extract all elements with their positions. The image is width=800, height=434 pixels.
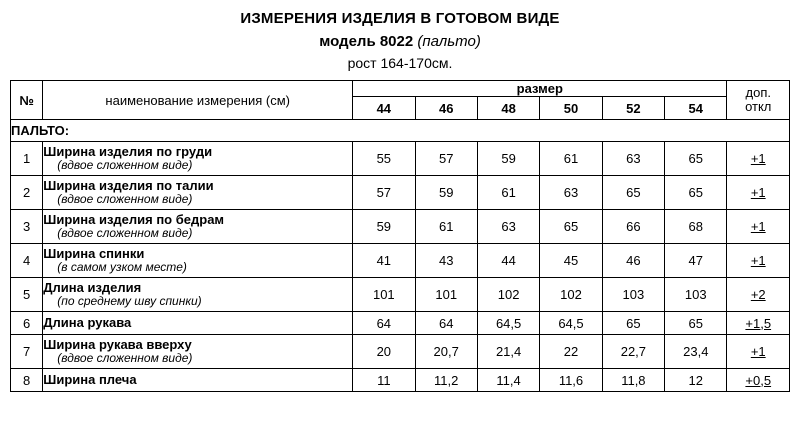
row-number: 1: [11, 142, 43, 176]
row-tolerance: +0,5: [727, 369, 790, 392]
row-name-main: Ширина спинки: [43, 245, 145, 261]
model-type: (пальто): [417, 33, 481, 50]
table-row: [11, 369, 790, 392]
page-title: ИЗМЕРЕНИЯ ИЗДЕЛИЯ В ГОТОВОМ ВИДЕ: [240, 10, 560, 27]
table-row: [11, 176, 790, 210]
row-value: 57: [415, 142, 477, 176]
row-value: 46: [602, 244, 664, 278]
row-value: 103: [665, 278, 727, 312]
row-value: 11,4: [477, 369, 539, 392]
row-name-main: Ширина изделия по талии: [43, 177, 214, 193]
row-value: 22: [540, 335, 602, 369]
size-col-48: 48: [477, 97, 539, 120]
model-line: [0, 33, 800, 50]
row-value: 11,8: [602, 369, 664, 392]
row-value: 20: [353, 335, 415, 369]
row-value: 20,7: [415, 335, 477, 369]
size-col-44: 44: [353, 97, 415, 120]
row-value: 61: [477, 176, 539, 210]
row-name-main: Ширина изделия по груди: [43, 143, 213, 159]
row-value: 63: [540, 176, 602, 210]
size-col-50: 50: [540, 97, 602, 120]
row-value: 64: [353, 312, 415, 335]
row-value: 12: [665, 369, 727, 392]
row-tolerance: +1: [727, 335, 790, 369]
row-tolerance: +1: [727, 142, 790, 176]
row-value: 61: [540, 142, 602, 176]
row-value: 59: [415, 176, 477, 210]
row-number: 8: [11, 369, 43, 392]
height-line: рост 164-170см.: [347, 55, 453, 71]
row-number: 4: [11, 244, 43, 278]
row-value: 103: [602, 278, 664, 312]
row-value: 101: [353, 278, 415, 312]
row-name-main: Длина рукава: [43, 314, 132, 330]
row-value: 61: [415, 210, 477, 244]
row-name-note: (вдвое сложенном виде): [57, 158, 193, 173]
row-value: 102: [540, 278, 602, 312]
row-value: 41: [353, 244, 415, 278]
row-value: 43: [415, 244, 477, 278]
row-name-note: (в самом узком месте): [57, 260, 187, 275]
row-tolerance: +1: [727, 210, 790, 244]
table-row: [11, 142, 790, 176]
row-value: 57: [353, 176, 415, 210]
row-name-note: (вдвое сложенном виде): [57, 351, 193, 366]
row-value: 59: [353, 210, 415, 244]
row-name: [43, 142, 353, 176]
row-name-note: (вдвое сложенном виде): [57, 192, 193, 207]
model-number: модель 8022: [319, 33, 414, 50]
table-header-row-1: [11, 81, 790, 97]
row-value: 68: [665, 210, 727, 244]
row-value: 65: [665, 142, 727, 176]
row-number: 5: [11, 278, 43, 312]
header-size-group: размер: [353, 81, 727, 97]
row-value: 102: [477, 278, 539, 312]
row-value: 44: [477, 244, 539, 278]
table-row: [11, 312, 790, 335]
header-dop-line2: откл: [745, 99, 772, 114]
header-dop: [727, 81, 790, 120]
row-tolerance: +2: [727, 278, 790, 312]
row-value: 22,7: [602, 335, 664, 369]
size-col-54: 54: [665, 97, 727, 120]
size-col-52: 52: [602, 97, 664, 120]
header-dop-line1: доп.: [745, 85, 771, 101]
header-num: №: [11, 81, 43, 120]
table-row: [11, 210, 790, 244]
row-name: [43, 312, 353, 335]
row-name-note: (вдвое сложенном виде): [57, 226, 193, 241]
document-header: [0, 0, 800, 71]
row-value: 63: [602, 142, 664, 176]
row-value: 47: [665, 244, 727, 278]
row-tolerance: +1,5: [727, 312, 790, 335]
row-name: [43, 335, 353, 369]
row-value: 64: [415, 312, 477, 335]
size-col-46: 46: [415, 97, 477, 120]
row-value: 65: [602, 176, 664, 210]
row-value: 11,2: [415, 369, 477, 392]
row-value: 63: [477, 210, 539, 244]
measurements-table: [10, 80, 790, 392]
row-value: 11,6: [540, 369, 602, 392]
row-value: 101: [415, 278, 477, 312]
row-number: 7: [11, 335, 43, 369]
row-value: 45: [540, 244, 602, 278]
row-value: 21,4: [477, 335, 539, 369]
row-name-main: Ширина плеча: [43, 371, 137, 387]
row-value: 11: [353, 369, 415, 392]
row-name: [43, 369, 353, 392]
table-row: [11, 244, 790, 278]
row-tolerance: +1: [727, 244, 790, 278]
row-tolerance: +1: [727, 176, 790, 210]
row-number: 6: [11, 312, 43, 335]
section-label: ПАЛЬТО:: [11, 120, 790, 142]
row-name-main: Длина изделия: [43, 279, 142, 295]
row-value: 65: [540, 210, 602, 244]
row-value: 55: [353, 142, 415, 176]
table-row: [11, 278, 790, 312]
row-value: 65: [665, 176, 727, 210]
row-value: 64,5: [477, 312, 539, 335]
row-number: 2: [11, 176, 43, 210]
row-name: [43, 278, 353, 312]
table-row: [11, 335, 790, 369]
row-value: 23,4: [665, 335, 727, 369]
section-row: [11, 120, 790, 142]
row-name-note: (по среднему шву спинки): [57, 294, 202, 309]
row-name: [43, 210, 353, 244]
row-name-main: Ширина рукава вверху: [43, 336, 192, 352]
row-value: 65: [602, 312, 664, 335]
row-name: [43, 176, 353, 210]
row-name: [43, 244, 353, 278]
row-value: 65: [665, 312, 727, 335]
row-number: 3: [11, 210, 43, 244]
header-name: наименование измерения (см): [43, 81, 353, 120]
row-name-main: Ширина изделия по бедрам: [43, 211, 225, 227]
row-value: 64,5: [540, 312, 602, 335]
row-value: 66: [602, 210, 664, 244]
row-value: 59: [477, 142, 539, 176]
